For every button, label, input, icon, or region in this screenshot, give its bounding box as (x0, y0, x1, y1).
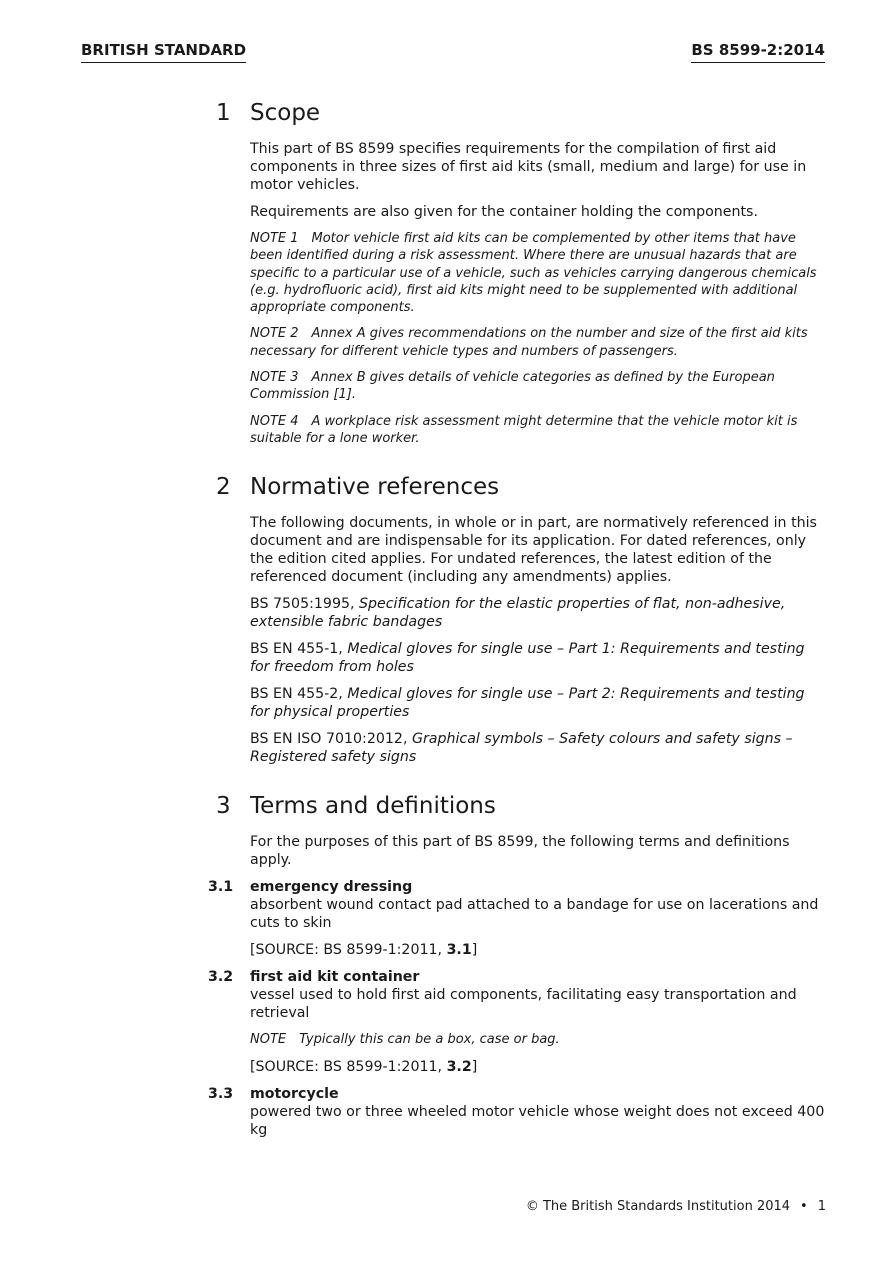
section-scope (216, 98, 828, 447)
page-content (208, 98, 828, 1148)
term-number: 3.3 (208, 1085, 234, 1102)
section-number: 2 (216, 474, 231, 501)
section-heading (216, 472, 828, 502)
reference-code: BS EN 455-2, (250, 686, 348, 703)
note-2: NOTE 2 Annex A gives recommendations on the number and size of the first aid kits necessary for different vehicle types and numbers of passengers. (250, 326, 808, 359)
note-1: NOTE 1 Motor vehicle first aid kits can be complemented by other items that have been identified during a risk assessment. Where there are unusual hazards that are specific to a particular use of a vehicle, such as vehicles carrying dangerous chemicals (e.g. hydrofluoric acid), first aid kits might need to be supplemented with additional appropriate components. (250, 231, 817, 316)
reference-title: Medical gloves for single use – Part 2: Requirements and testing for physical properties (250, 686, 805, 721)
term-source (250, 1058, 828, 1076)
scope-paragraph-1: This part of BS 8599 specifies requirements for the compilation of first aid components in three sizes of first aid kits (small, medium and large) for use in motor vehicles. (250, 141, 807, 193)
section-title: Terms and definitions (250, 793, 496, 820)
note-3: NOTE 3 Annex B gives details of vehicle categories as defined by the European Commission [1]. (250, 370, 775, 403)
page-number: 1 (817, 1199, 826, 1214)
reference-item (250, 685, 828, 721)
term-definition: powered two or three wheeled motor vehicle whose weight does not exceed 400 kg (250, 1103, 825, 1138)
reference-code: BS EN ISO 7010:2012, (250, 731, 412, 748)
term-number: 3.2 (208, 969, 234, 986)
note-4: NOTE 4 A workplace risk assessment might determine that the vehicle motor kit is suitable for a lone worker. (250, 413, 798, 446)
reference-code: BS 7505:1995, (250, 596, 360, 613)
term-name: first aid kit container (250, 969, 420, 986)
section-number: 1 (216, 100, 231, 126)
footer-bullet: • (800, 1199, 808, 1214)
reference-title: Graphical symbols – Safety colours and safety signs – Registered safety signs (250, 731, 793, 766)
term-number: 3.1 (208, 879, 234, 896)
running-header-left: BRITISH STANDARD (81, 40, 246, 63)
term-name: motorcycle (250, 1085, 339, 1102)
term-source (250, 941, 828, 959)
reference-title: Medical gloves for single use – Part 1: Requirements and testing for freedom from holes (250, 641, 805, 676)
section-title: Normative references (250, 474, 500, 501)
section-title: Scope (250, 100, 321, 126)
term-entry (208, 878, 828, 959)
reference-item (250, 595, 828, 631)
source-suffix: ] (471, 1058, 478, 1075)
copyright-text: © The British Standards Institution 2014 (525, 1199, 791, 1214)
source-prefix: [SOURCE: BS 8599-1:2011, (250, 1058, 447, 1075)
term-entry (208, 968, 828, 1075)
source-prefix: [SOURCE: BS 8599-1:2011, (250, 942, 447, 959)
page-footer (526, 1198, 826, 1216)
normative-intro: The following documents, in whole or in part, are normatively referenced in this document and are indispensable for its application. For dated references, only the edition cited applies. For undated references, the latest edition of the referenced document (including any amendments) applies. (250, 515, 817, 586)
section-heading (216, 98, 828, 128)
reference-item (250, 640, 828, 676)
term-entry (208, 1085, 828, 1139)
term-definition: absorbent wound contact pad attached to a bandage for use on lacerations and cuts to skin (250, 897, 819, 932)
term-name: emergency dressing (250, 879, 413, 896)
term-definition: vessel used to hold first aid components, facilitating easy transportation and retrieval (250, 987, 797, 1022)
running-header-right: BS 8599-2:2014 (691, 40, 825, 63)
section-number: 3 (216, 793, 231, 820)
term-note: NOTE Typically this can be a box, case or bag. (250, 1032, 560, 1048)
terms-intro: For the purposes of this part of BS 8599, the following terms and definitions apply. (250, 834, 790, 869)
source-ref: 3.1 (446, 942, 472, 959)
source-suffix: ] (471, 942, 478, 959)
section-normative-references (216, 472, 828, 766)
section-heading (216, 791, 828, 821)
section-terms-definitions (208, 791, 828, 1138)
reference-code: BS EN 455-1, (250, 641, 348, 658)
source-ref: 3.2 (446, 1058, 472, 1075)
reference-item (250, 730, 828, 766)
scope-paragraph-2: Requirements are also given for the container holding the components. (250, 204, 758, 220)
reference-title: Specification for the elastic properties of flat, non-adhesive, extensible fabric bandages (250, 596, 786, 631)
